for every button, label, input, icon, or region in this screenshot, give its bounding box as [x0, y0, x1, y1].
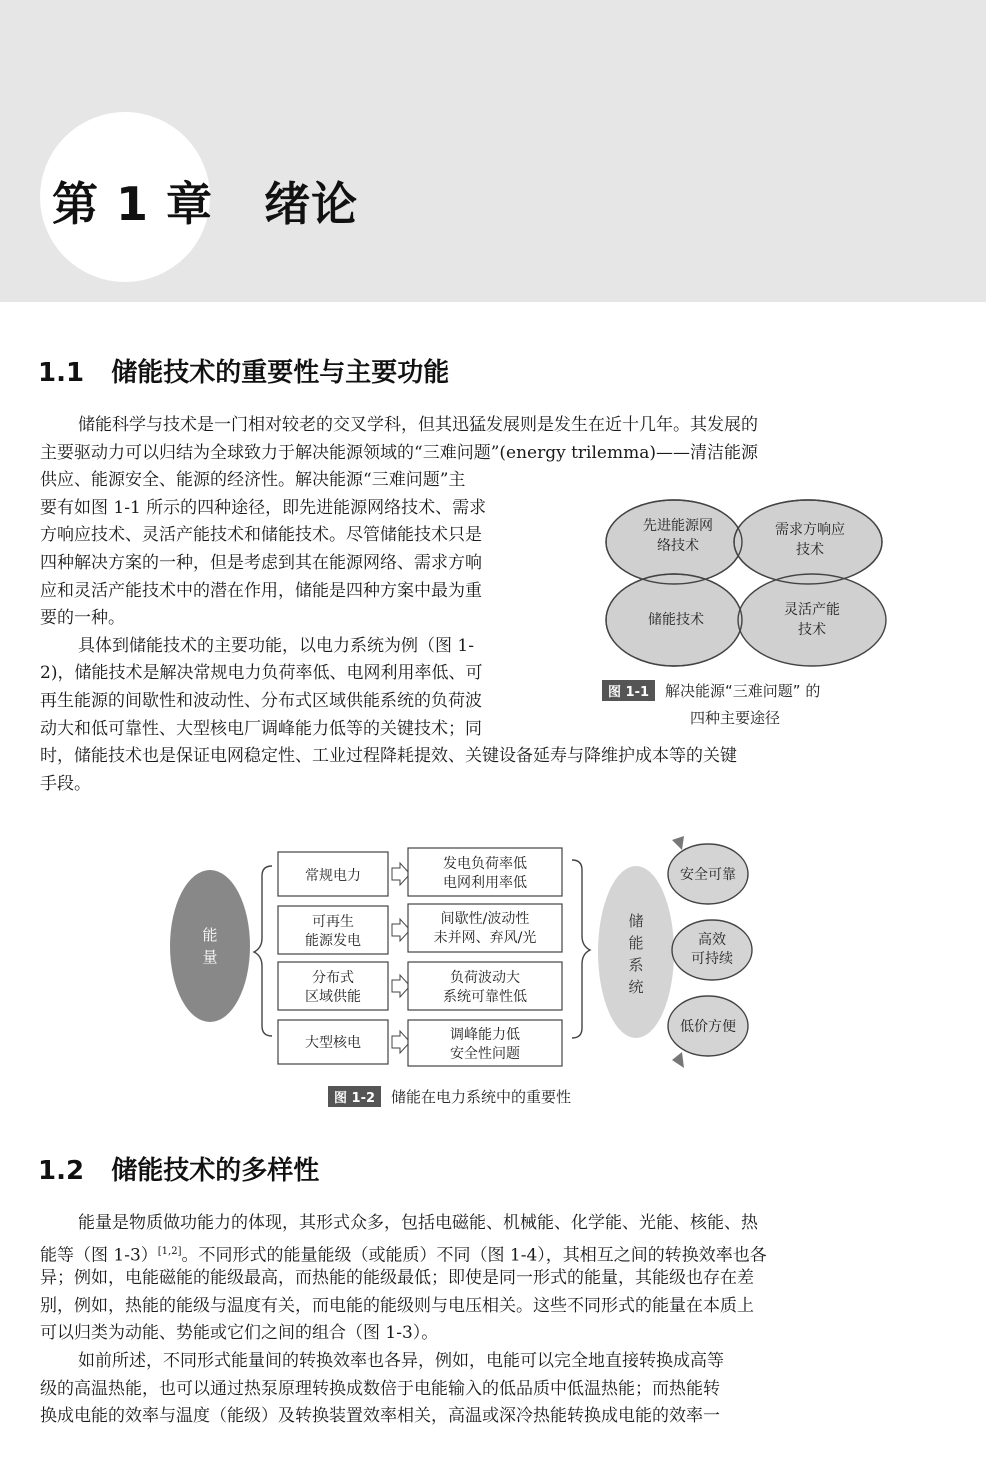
benefit-bottom-marker [672, 1052, 684, 1068]
arrow-icon [392, 863, 410, 885]
text-line: 方响应技术、灵活产能技术和储能技术。尽管储能技术只是 [40, 525, 482, 546]
storage-label: 能 [628, 934, 644, 952]
problem-label: 未并网、弃风/光 [433, 930, 537, 946]
row-renewable-generation [278, 904, 562, 954]
text-line: 储能科学与技术是一门相对较老的交叉学科，但其迅猛发展则是发生在近十几年。其发展的 [78, 415, 758, 435]
source-label: 区域供能 [305, 989, 361, 1005]
source-label: 可再生 [312, 914, 354, 930]
figure-1-2-caption-text: 储能在电力系统中的重要性 [391, 1088, 572, 1106]
problem-label: 电网利用率低 [443, 875, 527, 891]
circle-label: 需求方响应 [775, 522, 845, 538]
storage-label: 储 [628, 912, 644, 930]
text-line: 能等（图 1-3）[1,2]。不同形式的能量能级（或能质）不同（图 1-4），其相互之间的转换效率也各 [40, 1245, 767, 1266]
chapter-title: 第 1 章 绪论 [52, 177, 359, 231]
left-brace [254, 866, 272, 1036]
text-line: 手段。 [40, 773, 91, 794]
problem-label: 发电负荷率低 [443, 856, 527, 872]
storage-label: 统 [628, 978, 644, 996]
circle-label: 储能技术 [648, 612, 704, 628]
problem-label: 系统可靠性低 [443, 989, 527, 1005]
citation: [1,2] [157, 1245, 182, 1257]
problem-label: 负荷波动大 [450, 970, 520, 986]
circle-label: 先进能源网 [643, 518, 713, 534]
text-line: 四种解决方案的一种，但是考虑到其在能源网络、需求方响 [40, 552, 482, 573]
text-line: 可以归类为动能、势能或它们之间的组合（图 1-3）。 [40, 1323, 439, 1344]
figure-1-2-diagram [160, 830, 800, 1080]
source-label: 大型核电 [305, 1035, 361, 1051]
text-line: 应和灵活产能技术中的潜在作用，储能是四种方案中最为重 [40, 580, 482, 601]
section-1-2-title: 1.2 储能技术的多样性 [38, 1156, 320, 1186]
text-line: 异；例如，电能磁能的能级最高，而热能的能级最低；即使是同一形式的能量，其能级也存在差 [40, 1268, 754, 1289]
circle-label: 灵活产能 [784, 602, 840, 618]
text-line: 主要驱动力可以归结为全球致力于解决能源领域的“三难问题”(energy trilemma)——清洁能源 [40, 442, 758, 463]
problem-label: 安全性问题 [450, 1046, 520, 1062]
circle-label: 技术 [796, 542, 824, 558]
benefit-label: 可持续 [691, 951, 733, 967]
benefit-efficient-sustainable [672, 920, 752, 980]
text-line: 别，例如，热能的能级与温度有关，而电能的能级则与电压相关。这些不同形式的能量在本质上 [40, 1295, 754, 1316]
circle-flexible-generation [738, 574, 886, 666]
arrow-icon [392, 1031, 410, 1053]
row-conventional-power [278, 848, 562, 896]
energy-ellipse [170, 870, 250, 1022]
text-line: 如前所述，不同形式能量间的转换效率也各异，例如，电能可以完全地直接转换成高等 [78, 1350, 724, 1371]
storage-system-ellipse [598, 866, 674, 1038]
row-distributed-supply [278, 962, 562, 1010]
arrow-icon [392, 919, 410, 941]
text-line: 再生能源的间歇性和波动性、分布式区域供能系统的负荷波 [40, 690, 482, 711]
benefit-top-marker [672, 836, 684, 850]
figure-1-1-diagram [598, 496, 898, 672]
row-nuclear-power [278, 1020, 562, 1066]
section-1-2-paragraph-1 [40, 1210, 910, 1431]
source-label: 能源发电 [305, 933, 361, 949]
text-line: 要的一种。 [40, 608, 125, 629]
text-line: 2)，储能技术是解决常规电力负荷率低、电网利用率低、可 [40, 663, 483, 684]
figure-1-2-tag: 图 1-2 [328, 1086, 381, 1107]
benefit-label: 低价方便 [680, 1019, 736, 1035]
text-line: 换成电能的效率与温度（能级）及转换装置效率相关，高温或深冷热能转换成电能的效率一 [40, 1406, 720, 1427]
benefit-label: 高效 [698, 932, 726, 948]
problem-label: 调峰能力低 [450, 1027, 520, 1043]
source-label: 常规电力 [305, 868, 361, 884]
circle-label: 络技术 [657, 538, 699, 554]
figure-1-1-caption [602, 680, 902, 728]
text-line: 供应、能源安全、能源的经济性。解决能源“三难问题”主 [40, 470, 466, 491]
section-1-1-title: 1.1 储能技术的重要性与主要功能 [38, 358, 450, 388]
figure-1-2-caption [328, 1086, 571, 1107]
text-line: 要有如图 1-1 所示的四种途径，即先进能源网络技术、需求 [40, 497, 487, 518]
energy-label: 量 [202, 948, 218, 966]
figure-1-1-caption-line1: 解决能源“三难问题” 的 [665, 682, 821, 700]
figure-1-1-caption-line2: 四种主要途径 [690, 709, 781, 727]
energy-label: 能 [202, 926, 218, 944]
problem-label: 间歇性/波动性 [440, 911, 530, 927]
circle-label: 技术 [798, 622, 826, 638]
text-line: 级的高温热能，也可以通过热泵原理转换成数倍于电能输入的低品质中低温热能；而热能转 [40, 1378, 720, 1399]
source-label: 分布式 [312, 970, 354, 986]
arrow-icon [392, 975, 410, 997]
text-line: 时，储能技术也是保证电网稳定性、工业过程降耗提效、关键设备延寿与降维护成本等的关键 [40, 746, 737, 767]
text-line: 动大和低可靠性、大型核电厂调峰能力低等的关键技术；同 [40, 718, 482, 739]
text-line: 能量是物质做功能力的体现，其形式众多，包括电磁能、机械能、化学能、光能、核能、热 [78, 1213, 758, 1233]
benefit-label: 安全可靠 [680, 867, 736, 883]
text-line: 具体到储能技术的主要功能，以电力系统为例（图 1- [78, 635, 474, 656]
figure-1-1-tag: 图 1-1 [602, 680, 655, 701]
storage-label: 系 [628, 956, 644, 974]
right-brace [572, 860, 590, 1038]
